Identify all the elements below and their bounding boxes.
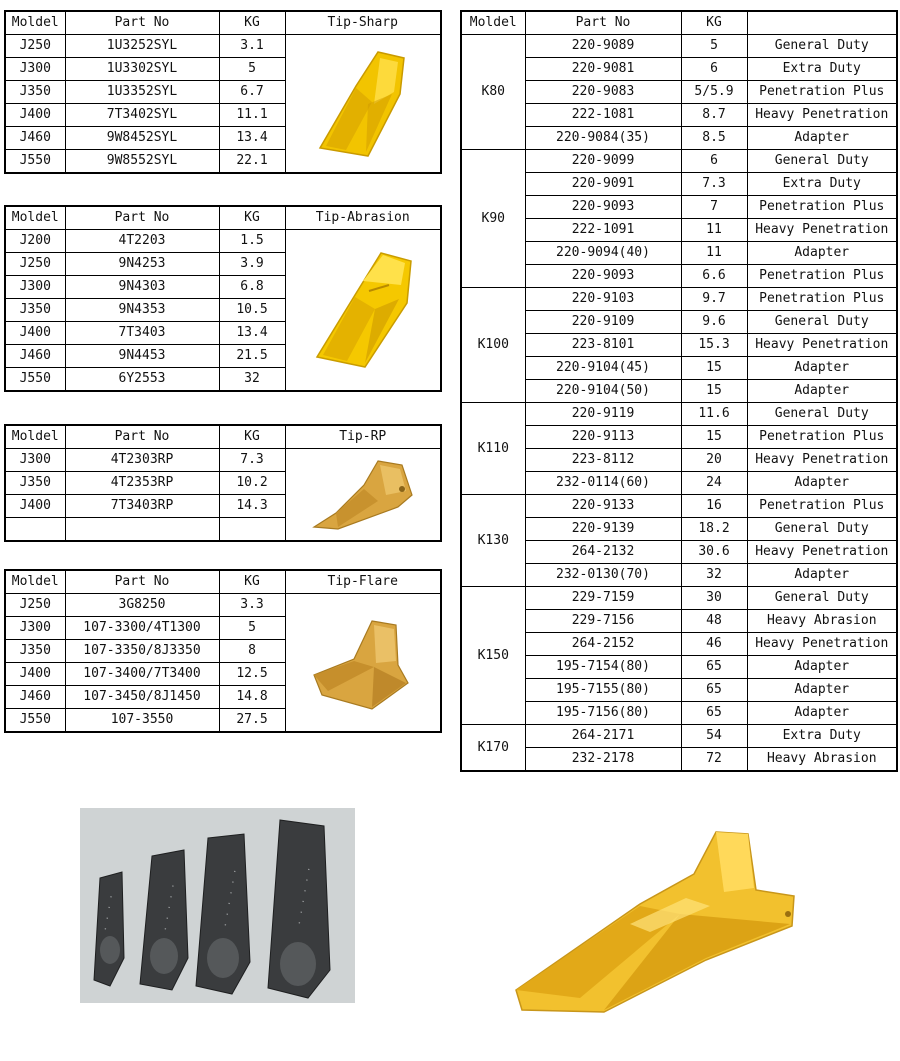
- type-cell: Heavy Abrasion: [747, 748, 897, 772]
- tip-rp-table: [4, 424, 442, 542]
- type-cell: Penetration Plus: [747, 426, 897, 449]
- part-no-cell: 229-7156: [525, 610, 681, 633]
- part-no-cell: 220-9093: [525, 265, 681, 288]
- type-cell: Adapter: [747, 656, 897, 679]
- tip-sharp-image-cell: [285, 35, 441, 174]
- part-no-cell: 220-9089: [525, 35, 681, 58]
- part-no-cell: 9W8452SYL: [65, 127, 219, 150]
- model-cell: J400: [5, 322, 65, 345]
- table-row: [461, 702, 897, 725]
- kg-cell: 48: [681, 610, 747, 633]
- type-cell: Penetration Plus: [747, 81, 897, 104]
- kg-cell: 65: [681, 702, 747, 725]
- part-no-cell: 107-3300/4T1300: [65, 617, 219, 640]
- kg-cell: 9.6: [681, 311, 747, 334]
- kg-cell: 5: [219, 617, 285, 640]
- part-no-cell: 4T2353RP: [65, 472, 219, 495]
- kg-cell: 9.7: [681, 288, 747, 311]
- type-cell: General Duty: [747, 311, 897, 334]
- header-model: Moldel: [5, 206, 65, 230]
- table-row: [461, 610, 897, 633]
- part-no-cell: 220-9093: [525, 196, 681, 219]
- model-cell: J250: [5, 35, 65, 58]
- table-row: [461, 127, 897, 150]
- table-row: [461, 679, 897, 702]
- part-no-cell: 7T3403RP: [65, 495, 219, 518]
- table-row: [461, 334, 897, 357]
- part-no-cell: 220-9099: [525, 150, 681, 173]
- kg-cell: 6: [681, 150, 747, 173]
- kg-cell: 11.6: [681, 403, 747, 426]
- part-no-cell: 220-9113: [525, 426, 681, 449]
- part-no-cell: 9W8552SYL: [65, 150, 219, 174]
- kg-cell: 1.5: [219, 230, 285, 253]
- table-row: [461, 633, 897, 656]
- table-header-row: [461, 11, 897, 35]
- kg-cell: 27.5: [219, 709, 285, 733]
- kg-cell: 6.8: [219, 276, 285, 299]
- part-no-cell: 4T2303RP: [65, 449, 219, 472]
- kg-cell: 13.4: [219, 127, 285, 150]
- table-row: [461, 472, 897, 495]
- part-no-cell: 232-0114(60): [525, 472, 681, 495]
- table-header-row: [5, 425, 441, 449]
- table-header-row: [5, 570, 441, 594]
- type-cell: Adapter: [747, 357, 897, 380]
- part-no-cell: 9N4453: [65, 345, 219, 368]
- type-cell: Extra Duty: [747, 725, 897, 748]
- table-row: [461, 58, 897, 81]
- tip-abrasion-table: [4, 205, 442, 392]
- svg-text:· · · ·: · · · ·: [101, 893, 118, 933]
- kg-cell: 32: [219, 368, 285, 392]
- header-model: Moldel: [5, 570, 65, 594]
- part-no-cell: 107-3450/8J1450: [65, 686, 219, 709]
- model-cell: J550: [5, 709, 65, 733]
- kg-cell: 8.5: [681, 127, 747, 150]
- type-cell: Adapter: [747, 702, 897, 725]
- header-model: Moldel: [5, 11, 65, 35]
- table-row: [461, 725, 897, 748]
- model-cell: J400: [5, 663, 65, 686]
- part-no-cell: 6Y2553: [65, 368, 219, 392]
- part-no-cell: 220-9104(45): [525, 357, 681, 380]
- type-cell: General Duty: [747, 150, 897, 173]
- kg-cell: 11: [681, 219, 747, 242]
- part-no-cell: 220-9109: [525, 311, 681, 334]
- table-row: [461, 35, 897, 58]
- tip-abrasion-image-cell: [285, 230, 441, 392]
- table-row: [461, 403, 897, 426]
- model-cell: J550: [5, 368, 65, 392]
- part-no-cell: 9N4253: [65, 253, 219, 276]
- kg-cell: 15: [681, 426, 747, 449]
- table-row: [461, 380, 897, 403]
- model-cell: J250: [5, 594, 65, 617]
- table-header-row: [5, 11, 441, 35]
- kg-cell: [219, 518, 285, 542]
- header-kg: KG: [219, 11, 285, 35]
- part-no-cell: 220-9119: [525, 403, 681, 426]
- part-no-cell: 9N4303: [65, 276, 219, 299]
- table-row: [5, 594, 441, 617]
- part-no-cell: 232-0130(70): [525, 564, 681, 587]
- type-cell: Adapter: [747, 679, 897, 702]
- kg-cell: 18.2: [681, 518, 747, 541]
- model-cell: J350: [5, 81, 65, 104]
- part-no-cell: 232-2178: [525, 748, 681, 772]
- header-model: Moldel: [461, 11, 525, 35]
- kg-cell: 13.4: [219, 322, 285, 345]
- model-cell: K150: [461, 587, 525, 725]
- type-cell: General Duty: [747, 403, 897, 426]
- part-no-cell: 220-9094(40): [525, 242, 681, 265]
- part-no-cell: 220-9091: [525, 173, 681, 196]
- model-cell: J350: [5, 472, 65, 495]
- kg-cell: 20: [681, 449, 747, 472]
- kg-cell: 30: [681, 587, 747, 610]
- kg-cell: 8: [219, 640, 285, 663]
- kg-cell: 6: [681, 58, 747, 81]
- part-no-cell: 264-2152: [525, 633, 681, 656]
- table-row: [461, 656, 897, 679]
- table-row: [461, 81, 897, 104]
- table-row: [461, 219, 897, 242]
- type-cell: Adapter: [747, 242, 897, 265]
- kg-cell: 65: [681, 679, 747, 702]
- part-no-cell: 195-7156(80): [525, 702, 681, 725]
- type-cell: Penetration Plus: [747, 196, 897, 219]
- header-tip-type: Tip-Flare: [285, 570, 441, 594]
- type-cell: Heavy Penetration: [747, 334, 897, 357]
- part-no-cell: 220-9133: [525, 495, 681, 518]
- model-cell: J400: [5, 495, 65, 518]
- part-no-cell: 107-3350/8J3350: [65, 640, 219, 663]
- kg-cell: 5: [681, 35, 747, 58]
- kg-cell: 3.9: [219, 253, 285, 276]
- type-cell: General Duty: [747, 518, 897, 541]
- tip-flare-table: [4, 569, 442, 733]
- type-cell: Adapter: [747, 472, 897, 495]
- table-row: [461, 748, 897, 772]
- model-cell: J300: [5, 449, 65, 472]
- part-no-cell: 4T2203: [65, 230, 219, 253]
- k-series-table: [460, 10, 898, 772]
- part-no-cell: 7T3402SYL: [65, 104, 219, 127]
- kg-cell: 24: [681, 472, 747, 495]
- table-row: [461, 426, 897, 449]
- table-row: [461, 449, 897, 472]
- kg-cell: 11: [681, 242, 747, 265]
- model-cell: J200: [5, 230, 65, 253]
- table-row: [461, 265, 897, 288]
- kg-cell: 7.3: [681, 173, 747, 196]
- kg-cell: 12.5: [219, 663, 285, 686]
- kg-cell: 16: [681, 495, 747, 518]
- table-row: [461, 518, 897, 541]
- part-no-cell: 229-7159: [525, 587, 681, 610]
- type-cell: General Duty: [747, 35, 897, 58]
- table-row: [461, 564, 897, 587]
- table-row: [461, 242, 897, 265]
- part-no-cell: 220-9084(35): [525, 127, 681, 150]
- header-kg: KG: [219, 206, 285, 230]
- type-cell: Heavy Penetration: [747, 104, 897, 127]
- kg-cell: 65: [681, 656, 747, 679]
- model-cell: J300: [5, 58, 65, 81]
- part-no-cell: 9N4353: [65, 299, 219, 322]
- tip-sharp-table: [4, 10, 442, 174]
- part-no-cell: 220-9139: [525, 518, 681, 541]
- tooth-tip-rp-image: [308, 455, 418, 535]
- model-cell: K170: [461, 725, 525, 772]
- type-cell: Adapter: [747, 127, 897, 150]
- part-no-cell: 220-9103: [525, 288, 681, 311]
- kg-cell: 7: [681, 196, 747, 219]
- type-cell: Heavy Penetration: [747, 219, 897, 242]
- header-kg: KG: [219, 570, 285, 594]
- kg-cell: 5: [219, 58, 285, 81]
- part-no-cell: 195-7154(80): [525, 656, 681, 679]
- model-cell: J460: [5, 127, 65, 150]
- table-row: [5, 449, 441, 472]
- kg-cell: 10.5: [219, 299, 285, 322]
- kg-cell: 54: [681, 725, 747, 748]
- type-cell: Heavy Penetration: [747, 541, 897, 564]
- part-no-cell: 220-9083: [525, 81, 681, 104]
- model-cell: J460: [5, 686, 65, 709]
- part-no-cell: 223-8101: [525, 334, 681, 357]
- kg-cell: 46: [681, 633, 747, 656]
- header-part-no: Part No: [65, 206, 219, 230]
- kg-cell: 30.6: [681, 541, 747, 564]
- type-cell: Heavy Penetration: [747, 449, 897, 472]
- kg-cell: 15: [681, 380, 747, 403]
- table-row: [461, 541, 897, 564]
- model-cell: K110: [461, 403, 525, 495]
- type-cell: Adapter: [747, 564, 897, 587]
- table-row: [461, 587, 897, 610]
- kg-cell: 15: [681, 357, 747, 380]
- table-row: [461, 357, 897, 380]
- part-no-cell: 107-3550: [65, 709, 219, 733]
- header-model: Moldel: [5, 425, 65, 449]
- svg-text:· · · · · ·: · · · · · ·: [295, 866, 316, 927]
- kg-cell: 15.3: [681, 334, 747, 357]
- tooth-tip-abrasion-image: [303, 245, 423, 375]
- header-part-no: Part No: [65, 570, 219, 594]
- tip-flare-image-cell: [285, 594, 441, 733]
- model-cell: K80: [461, 35, 525, 150]
- model-cell: J400: [5, 104, 65, 127]
- kg-cell: 14.3: [219, 495, 285, 518]
- kg-cell: 22.1: [219, 150, 285, 174]
- tooth-tip-sharp-image: [308, 44, 418, 164]
- part-no-cell: 1U3352SYL: [65, 81, 219, 104]
- tooth-tip-flare-image: [308, 613, 418, 713]
- type-cell: Penetration Plus: [747, 495, 897, 518]
- kg-cell: 21.5: [219, 345, 285, 368]
- model-cell: K130: [461, 495, 525, 587]
- type-cell: Heavy Penetration: [747, 633, 897, 656]
- kg-cell: 6.7: [219, 81, 285, 104]
- kg-cell: 5/5.9: [681, 81, 747, 104]
- kg-cell: 14.8: [219, 686, 285, 709]
- kg-cell: 8.7: [681, 104, 747, 127]
- type-cell: Penetration Plus: [747, 265, 897, 288]
- kg-cell: 11.1: [219, 104, 285, 127]
- part-no-cell: 220-9081: [525, 58, 681, 81]
- table-row: [461, 196, 897, 219]
- part-no-cell: 223-8112: [525, 449, 681, 472]
- header-tip-type: Tip-Abrasion: [285, 206, 441, 230]
- model-cell: J460: [5, 345, 65, 368]
- kg-cell: 6.6: [681, 265, 747, 288]
- model-cell: K90: [461, 150, 525, 288]
- bucket-tooth-photo: [510, 828, 810, 1020]
- type-cell: Heavy Abrasion: [747, 610, 897, 633]
- header-tip-type: Tip-RP: [285, 425, 441, 449]
- cast-teeth-photo: [80, 808, 355, 1003]
- svg-text:· · · · ·: · · · · ·: [161, 882, 180, 933]
- model-cell: K100: [461, 288, 525, 403]
- svg-text:· · · · · ·: · · · · · ·: [221, 868, 242, 929]
- model-cell: J300: [5, 276, 65, 299]
- part-no-cell: 264-2171: [525, 725, 681, 748]
- table-row: [461, 495, 897, 518]
- type-cell: Adapter: [747, 380, 897, 403]
- part-no-cell: 222-1091: [525, 219, 681, 242]
- header-kg: KG: [681, 11, 747, 35]
- type-cell: Penetration Plus: [747, 288, 897, 311]
- model-cell: [5, 518, 65, 542]
- table-row: [5, 230, 441, 253]
- table-row: [461, 288, 897, 311]
- part-no-cell: 1U3302SYL: [65, 58, 219, 81]
- kg-cell: 3.1: [219, 35, 285, 58]
- part-no-cell: 7T3403: [65, 322, 219, 345]
- part-no-cell: 264-2132: [525, 541, 681, 564]
- kg-cell: 7.3: [219, 449, 285, 472]
- table-row: [461, 150, 897, 173]
- table-row: [461, 311, 897, 334]
- tip-rp-image-cell: [285, 449, 441, 542]
- header-kg: KG: [219, 425, 285, 449]
- table-header-row: [5, 206, 441, 230]
- table-row: [461, 173, 897, 196]
- type-cell: Extra Duty: [747, 173, 897, 196]
- model-cell: J350: [5, 640, 65, 663]
- type-cell: General Duty: [747, 587, 897, 610]
- kg-cell: 10.2: [219, 472, 285, 495]
- part-no-cell: 1U3252SYL: [65, 35, 219, 58]
- part-no-cell: [65, 518, 219, 542]
- model-cell: J350: [5, 299, 65, 322]
- header-part-no: Part No: [65, 11, 219, 35]
- header-part-no: Part No: [525, 11, 681, 35]
- model-cell: J300: [5, 617, 65, 640]
- part-no-cell: 220-9104(50): [525, 380, 681, 403]
- kg-cell: 32: [681, 564, 747, 587]
- header-type: [747, 11, 897, 35]
- type-cell: Extra Duty: [747, 58, 897, 81]
- header-part-no: Part No: [65, 425, 219, 449]
- part-no-cell: 222-1081: [525, 104, 681, 127]
- table-row: [5, 35, 441, 58]
- part-no-cell: 195-7155(80): [525, 679, 681, 702]
- model-cell: J550: [5, 150, 65, 174]
- part-no-cell: 107-3400/7T3400: [65, 663, 219, 686]
- model-cell: J250: [5, 253, 65, 276]
- kg-cell: 3.3: [219, 594, 285, 617]
- header-tip-type: Tip-Sharp: [285, 11, 441, 35]
- table-row: [461, 104, 897, 127]
- part-no-cell: 3G8250: [65, 594, 219, 617]
- kg-cell: 72: [681, 748, 747, 772]
